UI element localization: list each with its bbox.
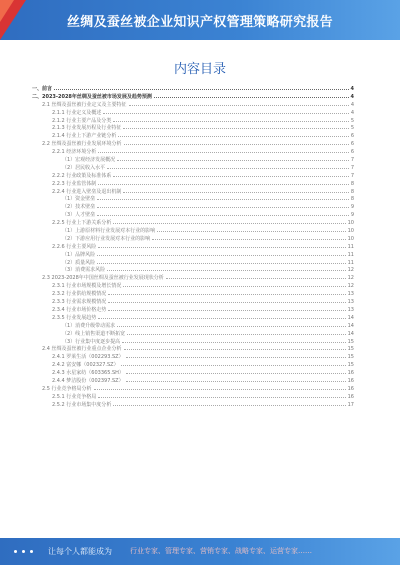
report-footer xyxy=(0,538,400,565)
toc-entry-page: 11 xyxy=(347,243,354,250)
toc-entry-page: 14 xyxy=(347,314,354,321)
toc-entry-page: 7 xyxy=(350,172,354,179)
toc-entry-page: 16 xyxy=(347,370,354,377)
toc-dot-leader xyxy=(113,218,345,224)
toc-entry[interactable] xyxy=(32,321,354,329)
toc-entry[interactable] xyxy=(32,289,354,297)
toc-entry-label: （3）人才壁垒 xyxy=(62,212,96,219)
toc-entry[interactable] xyxy=(32,337,354,345)
toc-entry[interactable] xyxy=(32,179,354,187)
toc-entry-label: 一、前言 xyxy=(32,86,53,92)
toc-entry-label: 2.2 丝绸及蚕丝被行业发展环境分析 xyxy=(42,141,122,148)
toc-dot-leader xyxy=(108,305,345,311)
toc-dot-leader xyxy=(124,139,349,145)
toc-entry-label: （2）技术壁垒 xyxy=(62,204,96,211)
toc-dot-leader xyxy=(127,329,345,335)
toc-entry-page: 12 xyxy=(347,267,354,274)
toc-entry-page: 14 xyxy=(347,330,354,337)
table-of-contents xyxy=(32,84,354,530)
toc-entry[interactable] xyxy=(32,131,354,139)
toc-entry[interactable] xyxy=(32,313,354,321)
toc-entry[interactable] xyxy=(32,329,354,337)
toc-entry-page: 6 xyxy=(350,133,354,140)
toc-entry[interactable] xyxy=(32,273,354,281)
toc-entry[interactable] xyxy=(32,163,354,171)
toc-entry[interactable] xyxy=(32,116,354,124)
toc-entry-label: 2.4.3 水星家纺（603365.SH） xyxy=(52,370,124,377)
toc-entry-page: 12 xyxy=(347,275,354,282)
toc-entry-label: 2.4 丝绸及蚕丝被行业重点企业分析 xyxy=(42,346,122,353)
toc-entry[interactable] xyxy=(32,352,354,360)
toc-entry-page: 14 xyxy=(347,322,354,329)
toc-dot-leader xyxy=(123,281,345,287)
toc-entry-label: （3）行业集中度逐步提高 xyxy=(62,338,121,345)
toc-entry-label: 2.3.4 行业市场价格走势 xyxy=(52,306,107,313)
toc-entry[interactable] xyxy=(32,187,354,195)
toc-entry[interactable] xyxy=(32,376,354,384)
footer-roles: 行业专家、管理专家、营销专家、战略专家、运营专家…… xyxy=(130,547,312,555)
toc-entry-page: 10 xyxy=(347,228,354,235)
toc-entry-label: （1）消费升级带动需求 xyxy=(62,322,116,329)
toc-dot-leader xyxy=(94,384,346,390)
toc-entry[interactable] xyxy=(32,210,354,218)
toc-entry-page: 6 xyxy=(350,149,354,156)
toc-entry-page: 7 xyxy=(350,157,354,164)
toc-dot-leader xyxy=(157,226,345,232)
toc-entry-label: 2.1.3 行业发展历程及行业特征 xyxy=(52,125,122,132)
toc-entry-label: 2.4.1 罗莱生活（002293.SZ） xyxy=(52,354,124,361)
toc-dot-leader xyxy=(98,313,345,319)
toc-entry[interactable] xyxy=(32,218,354,226)
toc-entry-page: 4 xyxy=(350,93,354,100)
toc-entry[interactable] xyxy=(32,171,354,179)
toc-entry-page: 16 xyxy=(347,393,354,400)
toc-dot-leader xyxy=(123,187,348,193)
toc-entry-label: （2）质量风险 xyxy=(62,259,96,266)
toc-entry-page: 5 xyxy=(350,117,354,124)
toc-entry-label: （2）居民收入水平 xyxy=(62,164,106,171)
toc-entry[interactable] xyxy=(32,84,354,92)
toc-entry[interactable] xyxy=(32,360,354,368)
toc-entry[interactable] xyxy=(32,147,354,155)
toc-entry[interactable] xyxy=(32,368,354,376)
toc-dot-leader xyxy=(113,116,348,122)
toc-entry-page: 15 xyxy=(347,354,354,361)
footer-slogan: 让每个人都能成为 xyxy=(48,547,112,556)
toc-entry-page: 10 xyxy=(347,235,354,242)
toc-entry-label: 2.2.2 行业政策及标准体系 xyxy=(52,172,112,179)
toc-entry[interactable] xyxy=(32,108,354,116)
toc-entry[interactable] xyxy=(32,100,354,108)
toc-entry-label: （1）宏观经济发展概况 xyxy=(62,157,116,164)
toc-dot-leader xyxy=(107,265,345,271)
toc-dot-leader xyxy=(126,368,346,374)
toc-dot-leader xyxy=(98,147,349,153)
toc-entry-page: 9 xyxy=(350,212,354,219)
toc-dot-leader xyxy=(121,360,346,366)
toc-entry-label: 2.1.4 行业上下游产业链分析 xyxy=(52,133,117,140)
toc-entry-page: 4 xyxy=(350,86,354,92)
toc-dot-leader xyxy=(129,100,349,106)
toc-entry-page: 15 xyxy=(347,346,354,353)
toc-entry-page: 15 xyxy=(347,338,354,345)
toc-entry-label: 2.2.6 行业主要风险 xyxy=(52,243,97,250)
toc-dot-leader xyxy=(118,131,348,137)
toc-entry-page: 5 xyxy=(350,125,354,132)
toc-entry-label: 2.2.4 行业进入壁垒及退出机制 xyxy=(52,188,122,195)
toc-entry-label: 2.3.5 行业发展趋势 xyxy=(52,314,97,321)
toc-entry[interactable] xyxy=(32,155,354,163)
toc-entry-page: 13 xyxy=(347,306,354,313)
toc-dot-leader xyxy=(54,84,349,90)
toc-entry-page: 10 xyxy=(347,220,354,227)
toc-entry[interactable] xyxy=(32,202,354,210)
toc-entry-label: （3）消费需求风险 xyxy=(62,267,106,274)
toc-entry[interactable] xyxy=(32,265,354,273)
toc-dot-leader xyxy=(126,376,346,382)
toc-entry-label: 2.2.1 经济环境分析 xyxy=(52,149,97,156)
toc-entry-label: 二、2023-2028年丝绸及蚕丝被市场发展及趋势预测 xyxy=(32,93,152,100)
toc-entry[interactable] xyxy=(32,344,354,352)
toc-entry[interactable] xyxy=(32,297,354,305)
toc-entry-page: 8 xyxy=(350,180,354,187)
toc-dot-leader xyxy=(108,289,345,295)
toc-entry-page: 16 xyxy=(347,377,354,384)
toc-dot-leader xyxy=(122,337,345,343)
toc-dot-leader xyxy=(97,210,349,216)
toc-entry-label: 2.5.1 行业竞争格局 xyxy=(52,393,97,400)
toc-entry-label: （1）资金壁垒 xyxy=(62,196,96,203)
toc-entry-page: 11 xyxy=(347,259,354,266)
toc-dot-leader xyxy=(98,179,349,185)
toc-entry-label: 2.5 行业竞争格局分析 xyxy=(42,385,92,392)
toc-entry[interactable] xyxy=(32,250,354,258)
toc-entry[interactable] xyxy=(32,226,354,234)
toc-dot-leader xyxy=(98,242,345,248)
toc-entry-label: 2.1.1 行业定义及概述 xyxy=(52,109,102,116)
toc-dot-leader xyxy=(108,297,345,303)
toc-entry-label: 2.4.2 富安娜（002327.SZ） xyxy=(52,362,119,369)
toc-entry-label: 2.5.2 行业市场集中度分析 xyxy=(52,401,112,408)
toc-entry[interactable] xyxy=(32,400,354,408)
toc-entry[interactable] xyxy=(32,123,354,131)
toc-entry[interactable] xyxy=(32,92,354,100)
toc-entry-label: 2.2.3 行业监管体制 xyxy=(52,180,97,187)
toc-entry-page: 8 xyxy=(350,188,354,195)
toc-entry-page: 13 xyxy=(347,299,354,306)
toc-dot-leader xyxy=(124,344,346,350)
toc-dot-leader xyxy=(113,171,348,177)
footer-dot xyxy=(22,550,25,553)
toc-dot-leader xyxy=(152,234,345,240)
toc-dot-leader xyxy=(97,258,345,264)
toc-entry[interactable] xyxy=(32,194,354,202)
toc-entry[interactable] xyxy=(32,258,354,266)
toc-dot-leader xyxy=(97,202,349,208)
toc-entry-page: 4 xyxy=(350,109,354,116)
footer-dot xyxy=(14,550,17,553)
toc-entry-label: （1）上游原材料行业发展对本行业的影响 xyxy=(62,228,156,235)
toc-dot-leader xyxy=(117,321,345,327)
toc-dot-leader xyxy=(117,155,349,161)
toc-dot-leader xyxy=(126,352,346,358)
toc-heading: 内容目录 xyxy=(173,62,226,77)
toc-entry[interactable] xyxy=(32,305,354,313)
toc-dot-leader xyxy=(97,194,349,200)
toc-entry[interactable] xyxy=(32,234,354,242)
toc-entry-page: 17 xyxy=(347,401,354,408)
toc-dot-leader xyxy=(97,250,345,256)
toc-entry-label: 2.1 丝绸及蚕丝被行业定义及主要特征 xyxy=(42,101,127,108)
toc-entry-label: 2.3 2023-2028年中国丝绸及蚕丝被行业发展现状分析 xyxy=(42,275,164,282)
toc-dot-leader xyxy=(103,108,349,114)
toc-entry[interactable] xyxy=(32,242,354,250)
toc-entry-label: 2.2.5 行业上下游关系分析 xyxy=(52,220,112,227)
toc-entry-page: 7 xyxy=(350,164,354,171)
toc-entry-label: 2.4.4 梦洁股份（002397.SZ） xyxy=(52,377,124,384)
toc-entry-label: （1）品牌风险 xyxy=(62,251,96,258)
report-header xyxy=(0,0,400,40)
toc-entry-page: 9 xyxy=(350,204,354,211)
toc-entry-label: 2.3.3 行业需求规模情况 xyxy=(52,299,107,306)
toc-entry-label: 2.1.2 行业主要产品及分类 xyxy=(52,117,112,124)
toc-entry[interactable] xyxy=(32,392,354,400)
toc-dot-leader xyxy=(113,400,345,406)
toc-entry-page: 6 xyxy=(350,141,354,148)
toc-dot-leader xyxy=(98,392,345,398)
toc-entry-page: 8 xyxy=(350,196,354,203)
toc-entry[interactable] xyxy=(32,384,354,392)
toc-entry-label: 2.3.1 行业市场规模及增长情况 xyxy=(52,283,122,290)
toc-entry-label: （2）线上销售渠道不断拓宽 xyxy=(62,330,126,337)
toc-dot-leader xyxy=(154,92,349,98)
toc-entry[interactable] xyxy=(32,139,354,147)
footer-dot xyxy=(30,550,33,553)
toc-dot-leader xyxy=(123,123,348,129)
toc-entry-page: 15 xyxy=(347,362,354,369)
toc-entry-page: 12 xyxy=(347,283,354,290)
toc-entry-label: （2）下游应用行业发展对本行业的影响 xyxy=(62,235,151,242)
report-title: 丝绸及蚕丝被企业知识产权管理策略研究报告 xyxy=(66,15,333,30)
toc-entry-page: 11 xyxy=(347,251,354,258)
toc-entry-page: 13 xyxy=(347,291,354,298)
toc-dot-leader xyxy=(107,163,349,169)
toc-entry-page: 4 xyxy=(350,101,354,108)
toc-dot-leader xyxy=(166,273,346,279)
toc-entry-page: 16 xyxy=(347,385,354,392)
toc-entry[interactable] xyxy=(32,281,354,289)
toc-entry-label: 2.3.2 行业供给规模情况 xyxy=(52,291,107,298)
